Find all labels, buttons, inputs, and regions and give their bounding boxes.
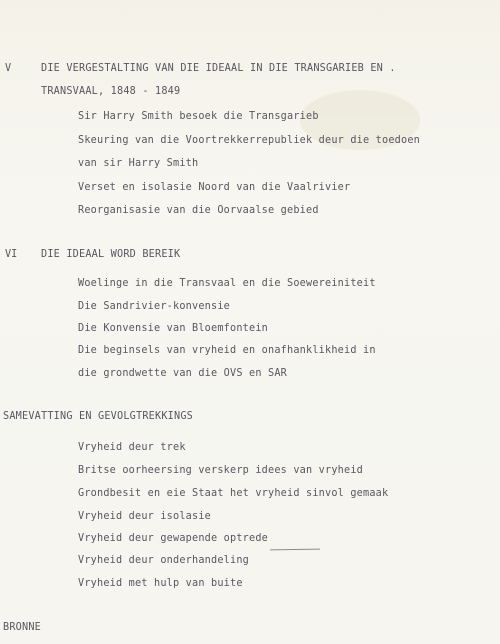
section-v-item: van sir Harry Smith: [78, 158, 199, 169]
section-v-numeral: V: [5, 63, 12, 74]
summary-item: Vryheid deur gewapende optrede: [78, 533, 269, 544]
section-v-item: Skeuring van die Voortrekkerrepubliek deur die toedoen: [78, 135, 421, 146]
section-vi-item: die grondwette van die OVS en SAR: [78, 368, 288, 379]
summary-item: Vryheid deur isolasie: [78, 511, 212, 522]
summary-item: Vryheid met hulp van buite: [78, 578, 243, 589]
section-vi-heading: DIE IDEAAL WORD BEREIK: [41, 249, 181, 260]
summary-item: Britse oorheersing verskerp idees van vryheid: [78, 465, 364, 476]
summary-item: Vryheid deur trek: [78, 442, 186, 453]
section-v-heading-line1: DIE VERGESTALTING VAN DIE IDEAAL IN DIE TRANSGARIEB EN .: [41, 63, 396, 74]
sources-heading: BRONNE: [3, 622, 42, 633]
pencil-underline: [270, 549, 320, 551]
section-v-item: Sir Harry Smith besoek die Transgarieb: [78, 111, 319, 122]
section-vi-item: Die Konvensie van Bloemfontein: [78, 323, 269, 334]
section-vi-item: Die beginsels van vryheid en onafhanklikheid in: [78, 345, 376, 356]
section-v-item: Reorganisasie van die Oorvaalse gebied: [78, 205, 319, 216]
section-v-item: Verset en isolasie Noord van die Vaalrivier: [78, 182, 351, 193]
summary-item: Grondbesit en eie Staat het vryheid sinvol gemaak: [78, 488, 389, 499]
section-vi-item: Woelinge in die Transvaal en die Soewereiniteit: [78, 278, 376, 289]
section-vi-numeral: VI: [5, 249, 18, 260]
section-v-heading-line2: TRANSVAAL, 1848 - 1849: [41, 86, 181, 97]
section-vi-item: Die Sandrivier-konvensie: [78, 301, 231, 312]
summary-item: Vryheid deur onderhandeling: [78, 555, 250, 566]
summary-heading: SAMEVATTING EN GEVOLGTREKKINGS: [3, 411, 194, 422]
